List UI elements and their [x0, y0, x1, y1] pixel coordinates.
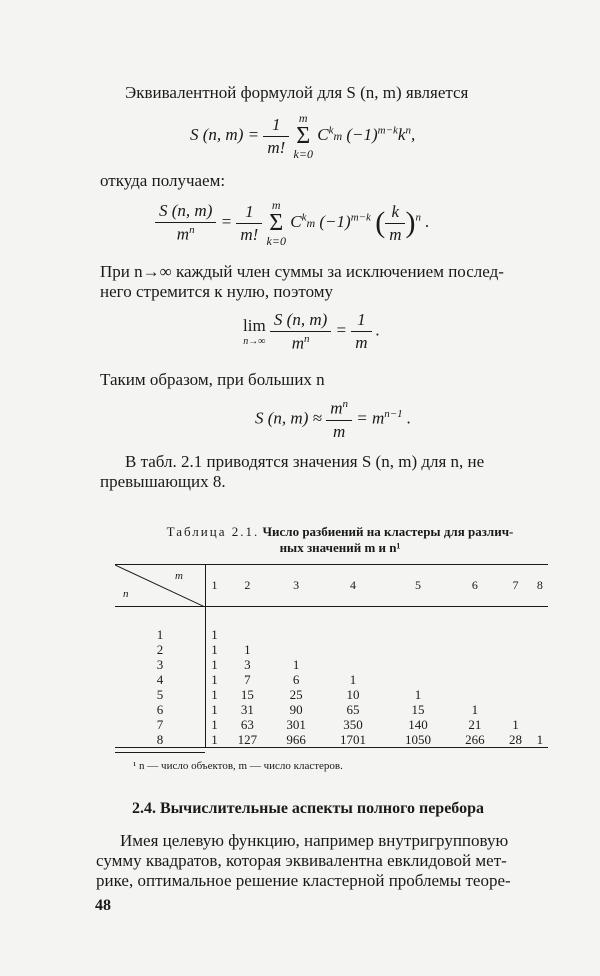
footnote-rule	[115, 752, 205, 753]
table-cell: 21	[468, 716, 482, 732]
table-cell: 1	[211, 671, 218, 687]
minus-one-term: (−1)	[319, 211, 351, 231]
table-caption-line2: ных значений m и n¹	[279, 540, 401, 555]
table-caption	[125, 524, 555, 556]
minus-one-term: (−1)	[346, 124, 378, 144]
table-caption-title: Число разбиений на кластеры для различ-	[262, 524, 514, 539]
table-cell	[451, 672, 500, 687]
section-heading: 2.4. Вычислительные аспекты полного перебора	[132, 800, 484, 817]
table-row	[115, 672, 548, 687]
paragraph-obtain: откуда получаем:	[100, 171, 226, 190]
formula-1-fraction	[263, 115, 289, 158]
k-term: k	[397, 124, 406, 144]
denominator-base: m	[176, 224, 190, 244]
table-cell: 266	[465, 731, 485, 747]
row-label-n: 7	[115, 717, 206, 732]
right-paren: )	[405, 206, 416, 239]
paragraph-limit-line2: него стремится к нулю, поэтому	[100, 282, 334, 301]
table-cell	[386, 627, 451, 642]
table-cell	[532, 657, 548, 672]
table-corner-cell	[115, 565, 206, 607]
table-cell	[532, 627, 548, 642]
table-row	[115, 627, 548, 642]
table-cell	[451, 642, 500, 657]
sum-symbol: m Σ k=0	[266, 198, 286, 248]
fraction-numerator: k	[385, 202, 405, 224]
fraction-numerator: 1	[236, 202, 262, 224]
formula-2-left-fraction	[155, 201, 216, 245]
fraction-denominator: m	[332, 421, 346, 441]
paragraph-large-n: Таким образом, при больших n	[100, 370, 325, 389]
table-cell	[386, 672, 451, 687]
binomial-c: C	[290, 211, 302, 231]
limit-subscript: n→∞	[243, 336, 266, 348]
denominator-power: n	[303, 333, 310, 345]
sum-lower: k=0	[293, 147, 313, 161]
sum-lower: k=0	[266, 234, 286, 248]
column-header: 3	[293, 578, 300, 592]
fraction-numerator: S (n, m)	[155, 201, 216, 223]
section-text-line3: рике, оптимальное решение кластерной проблемы теоре-	[96, 871, 511, 890]
formula-4-end: .	[406, 408, 412, 428]
corner-label-n: n	[123, 588, 129, 600]
formula-4-lhs: S (n, m) ≈	[255, 408, 322, 428]
minus-one-power: m−k	[377, 124, 398, 137]
table-cell: 1	[211, 656, 218, 672]
table-cell: 6	[292, 671, 300, 687]
table-cell: 1	[211, 716, 218, 732]
spacer-cell	[206, 607, 549, 627]
formula-1	[190, 112, 415, 160]
table-cell	[451, 657, 500, 672]
left-paren: (	[375, 206, 386, 239]
section-text-line1: Имея целевую функцию, например внутригрупповую	[120, 831, 509, 850]
corner-label-m: m	[175, 570, 183, 582]
table-cell	[532, 717, 548, 732]
column-header: 4	[350, 578, 356, 592]
table-cell: 7	[244, 671, 251, 687]
table-caption-prefix: Таблица 2.1.	[166, 524, 260, 539]
fraction-denominator	[155, 223, 216, 245]
table-cell: 1	[211, 701, 218, 717]
table-row	[115, 702, 548, 717]
formula-1-end: ,	[410, 124, 416, 144]
fraction-denominator	[270, 332, 331, 354]
table-cell: 28	[509, 731, 522, 747]
formula-4-power: n−1	[384, 408, 403, 421]
section-text-line2: сумму квадратов, которая эквивалентна евклидовой мет-	[96, 851, 507, 870]
table-cell	[272, 642, 321, 657]
sum-symbol: m Σ k=0	[293, 111, 313, 161]
table-cell: 350	[343, 716, 363, 732]
formula-4	[255, 398, 411, 442]
numerator-base: m	[330, 398, 343, 418]
table-cell: 1701	[340, 731, 366, 747]
formula-1-lhs: S (n, m) =	[190, 124, 260, 144]
binomial-sub: m	[333, 128, 343, 143]
table-cell: 1050	[405, 731, 431, 747]
k-power: n	[405, 124, 411, 137]
table-cell: 966	[286, 731, 306, 747]
table-row	[115, 657, 548, 672]
table-body	[115, 607, 548, 748]
table-cell: 25	[289, 686, 303, 702]
table-cell	[499, 672, 532, 687]
table-cell	[272, 627, 321, 642]
table-cell	[499, 687, 532, 702]
column-header: 2	[244, 578, 251, 592]
table-cell	[321, 627, 386, 642]
row-label-n: 2	[115, 642, 206, 657]
table-cell	[451, 687, 500, 702]
table-cell: 1	[349, 671, 357, 687]
row-label-n: 1	[115, 627, 206, 642]
table-cell: 31	[240, 701, 254, 717]
fraction-denominator: m!	[267, 137, 286, 157]
formula-2-fraction	[236, 202, 262, 245]
numerator-power: n	[342, 398, 348, 410]
table-cell: 1	[414, 686, 422, 702]
minus-one-power: m−k	[350, 211, 371, 224]
table-grid	[115, 564, 548, 748]
row-label-n: 3	[115, 657, 206, 672]
fraction-numerator	[326, 398, 352, 421]
fraction-numerator: 1	[351, 310, 371, 332]
formula-2-end: .	[425, 211, 430, 231]
page-number: 48	[95, 897, 111, 914]
formula-4-fraction	[326, 398, 352, 442]
table-cell	[223, 627, 272, 642]
corner-diagonal	[115, 565, 205, 607]
paren-power: n	[415, 211, 421, 224]
column-header: 8	[536, 578, 543, 592]
formula-3	[243, 310, 380, 354]
table-cell: 10	[346, 686, 360, 702]
table-cell: 1	[536, 731, 544, 747]
table-row	[115, 642, 548, 657]
table-cell: 1	[211, 686, 218, 702]
limit-operator	[243, 316, 266, 347]
formula-3-fraction	[270, 310, 331, 354]
row-label-n: 8	[115, 732, 206, 748]
row-label-n: 5	[115, 687, 206, 702]
paragraph-table-ref-line2: превышающих 8.	[100, 472, 226, 491]
table-row	[115, 732, 548, 748]
table-cell: 1	[244, 641, 251, 657]
table-cell	[532, 642, 548, 657]
table-cell: 127	[237, 731, 258, 747]
table-cell	[321, 642, 386, 657]
fraction-numerator: S (n, m)	[270, 310, 331, 332]
table-cell: 140	[408, 716, 428, 732]
table-cell	[386, 657, 451, 672]
one-over-m-fraction	[351, 310, 371, 353]
k-over-m-fraction	[385, 202, 405, 245]
fraction-numerator: 1	[263, 115, 289, 137]
table-cell	[532, 702, 548, 717]
table-cell: 15	[411, 701, 425, 717]
table-cell	[532, 672, 548, 687]
table-cell: 90	[289, 701, 303, 717]
paragraph-limit-line1: При n→∞ каждый член суммы за исключением послед-	[100, 262, 504, 281]
equals-sign: =	[220, 211, 233, 231]
row-label-n: 6	[115, 702, 206, 717]
fraction-denominator: m	[389, 224, 402, 244]
table-cell: 1	[211, 731, 218, 747]
binomial-sub: m	[306, 215, 316, 230]
table-cell	[386, 642, 451, 657]
table-header-row	[115, 565, 548, 607]
binomial-sup: k	[301, 211, 307, 224]
binomial-c: C	[317, 124, 329, 144]
table-cell: 1	[512, 716, 519, 732]
table-caption-line1	[125, 524, 555, 540]
column-header: 7	[512, 578, 519, 592]
table-cell	[532, 687, 548, 702]
row-label-n: 4	[115, 672, 206, 687]
table-row	[115, 687, 548, 702]
table-cell: 63	[240, 716, 254, 732]
table-cell: 1	[292, 656, 300, 672]
denominator-power: n	[189, 224, 195, 237]
table-cell: 3	[244, 656, 251, 672]
table-cell	[321, 657, 386, 672]
fraction-denominator: m!	[240, 224, 259, 244]
table-cell: 1	[211, 626, 218, 642]
formula-2	[155, 199, 429, 247]
table-cell: 301	[286, 716, 306, 732]
table-cell	[499, 657, 532, 672]
table-cell: 1	[471, 701, 479, 717]
table-cell: 1	[211, 641, 218, 657]
spacer-cell	[115, 607, 206, 627]
table-cell	[499, 627, 532, 642]
fraction-denominator: m	[355, 333, 368, 353]
column-header: 6	[471, 578, 478, 592]
binomial-sup: k	[328, 124, 334, 137]
formula-4-rhs: = m	[356, 408, 385, 428]
clusters-table	[115, 564, 548, 748]
table-cell: 65	[346, 701, 360, 717]
formula-3-end: .	[375, 320, 381, 340]
table-footnote: ¹ n — число объектов, m — число кластеров.	[133, 760, 343, 772]
sum-upper: m	[271, 198, 281, 212]
paragraph-table-ref-line1: В табл. 2.1 приводятся значения S (n, m) для n, не	[125, 452, 485, 471]
paragraph-intro: Эквивалентной формулой для S (n, m) является	[125, 83, 469, 102]
limit-word: lim	[243, 316, 266, 336]
table-cell: 15	[240, 686, 254, 702]
denominator-base: m	[291, 333, 304, 353]
table-cell	[451, 627, 500, 642]
table-cell	[499, 642, 532, 657]
equals-sign: =	[335, 320, 348, 340]
column-header: 5	[415, 578, 421, 592]
column-header: 1	[211, 578, 218, 592]
table-cell	[499, 702, 532, 717]
table-row	[115, 717, 548, 732]
sum-upper: m	[298, 111, 308, 125]
